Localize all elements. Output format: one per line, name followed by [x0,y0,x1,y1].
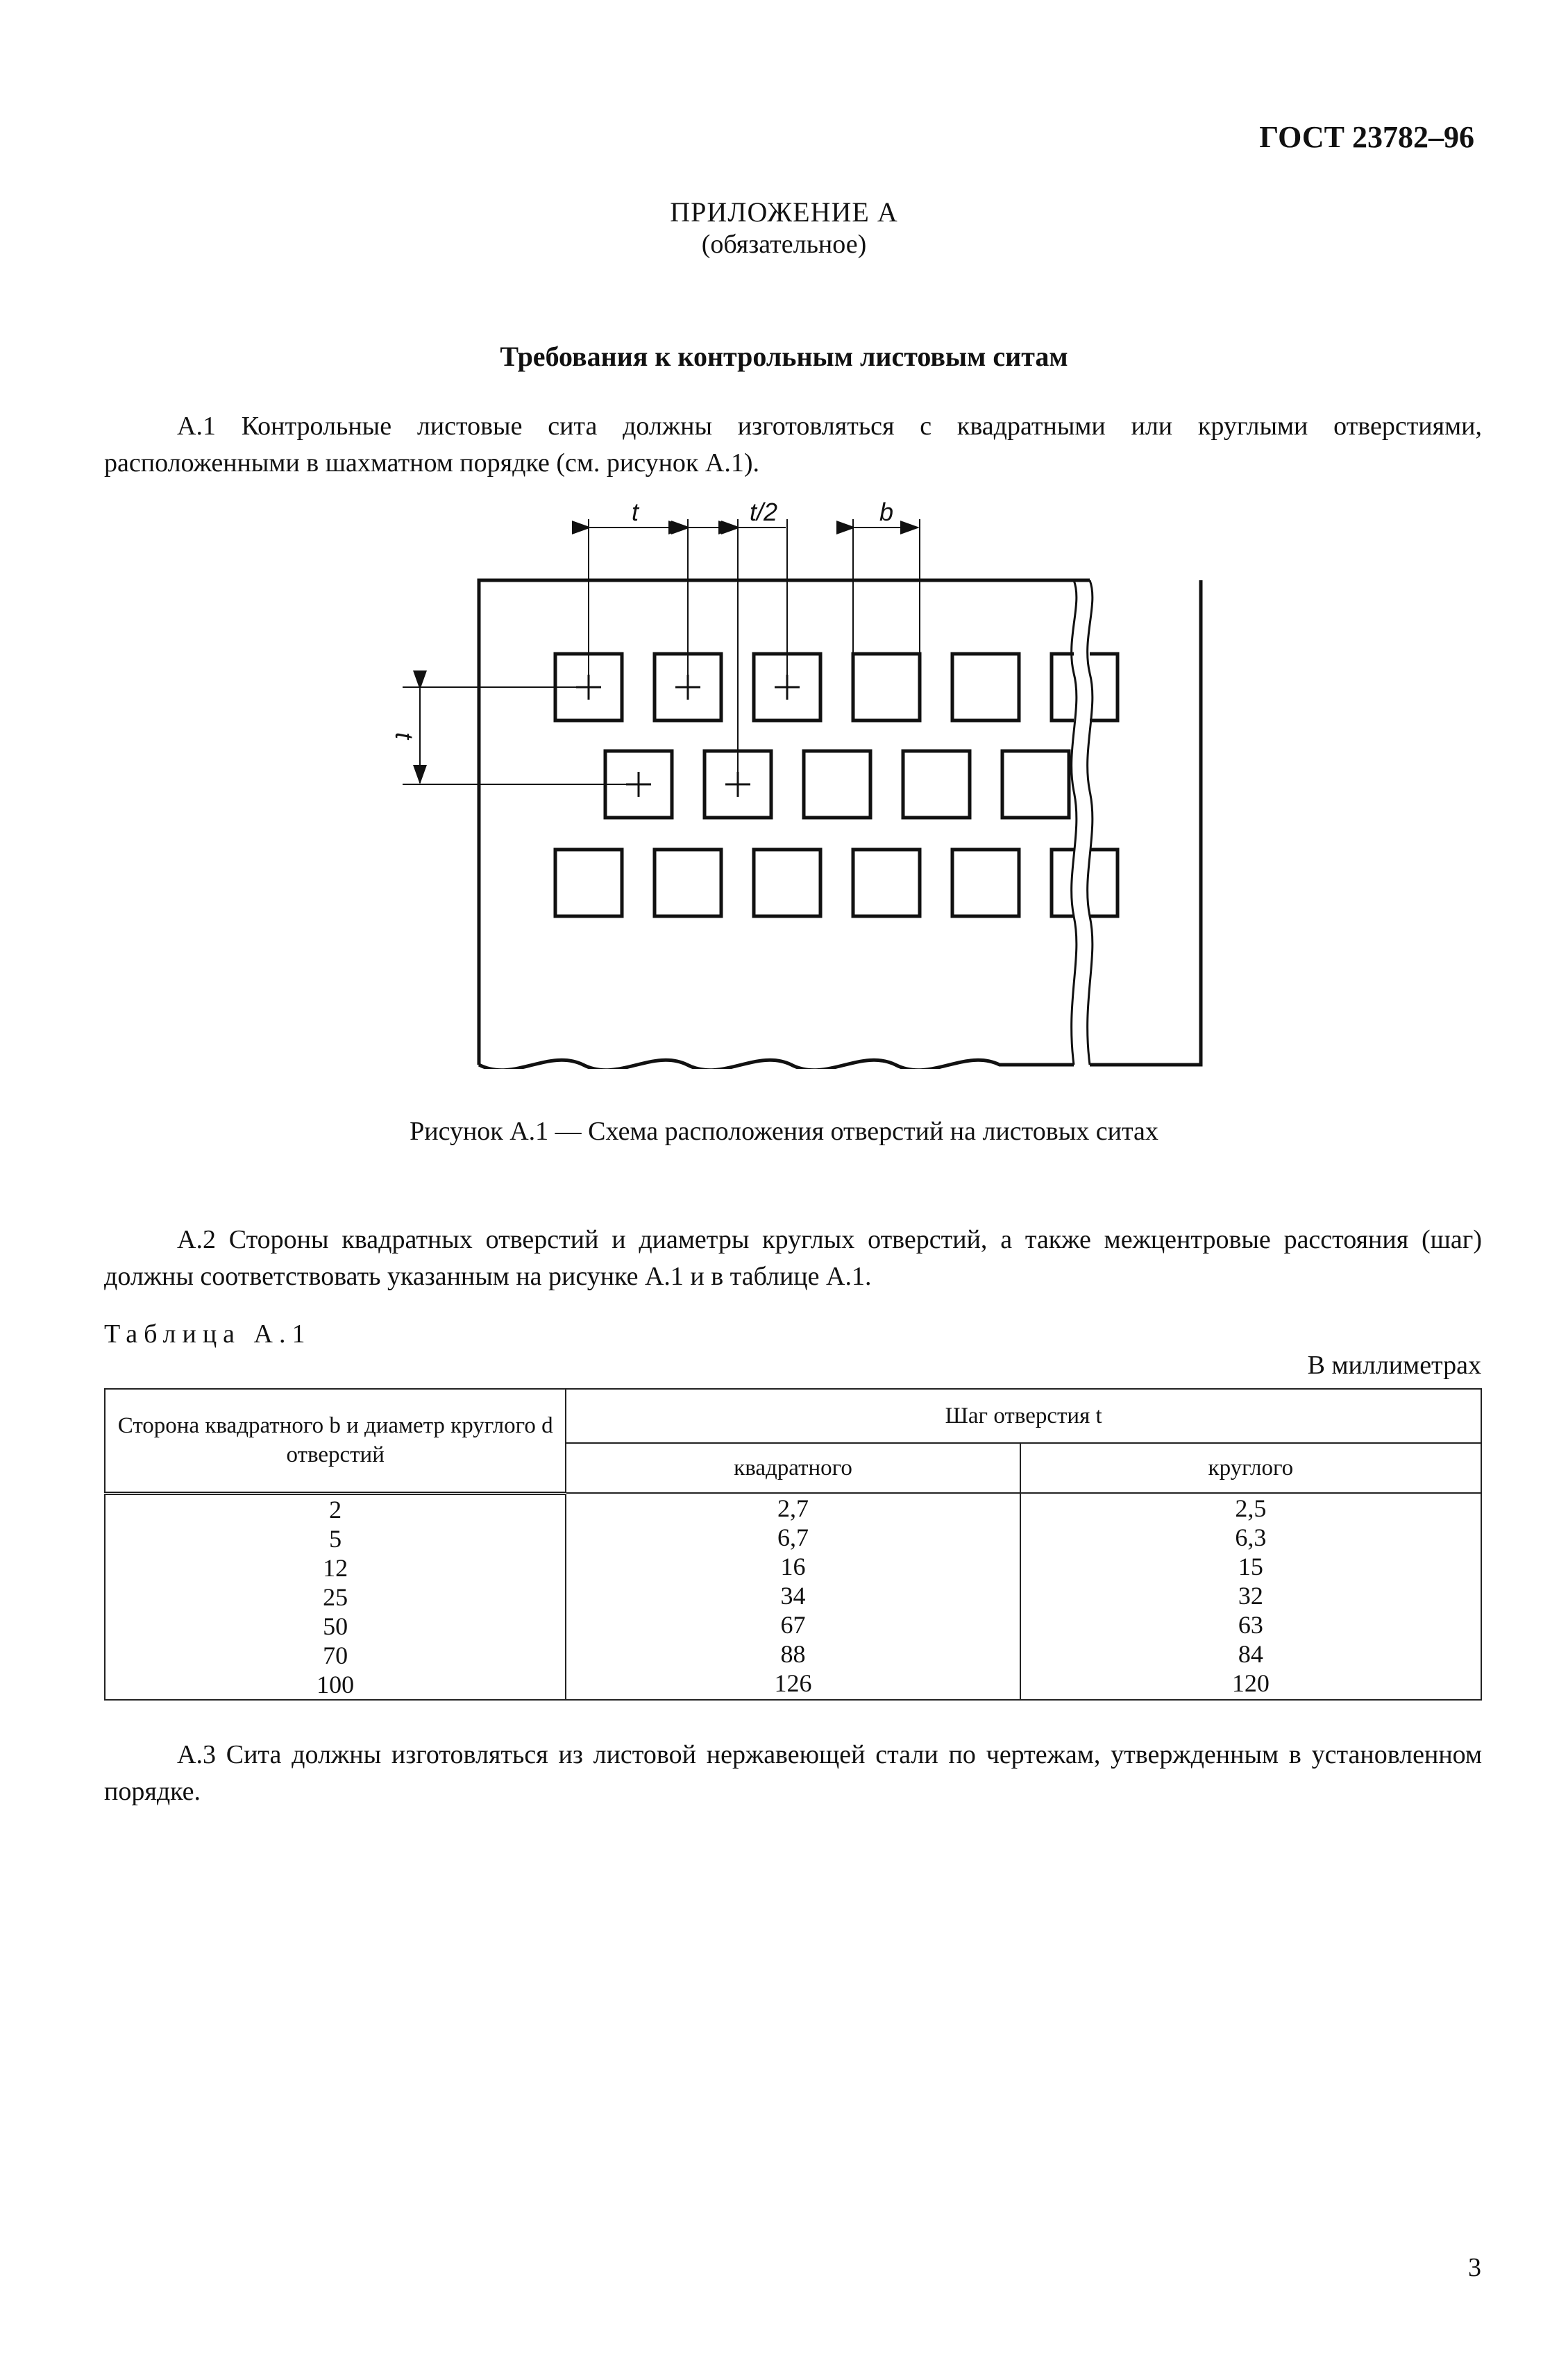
document-code: ГОСТ 23782–96 [1259,120,1474,154]
header-square: квадратного [566,1443,1020,1493]
hole-square [903,751,970,818]
hole-square-partial [1052,850,1074,916]
hole-square [853,850,920,916]
hole-square [853,654,920,720]
hole-square [754,850,820,916]
header-size [105,1389,566,1493]
table-label: Таблица А.1 [104,1319,312,1349]
hole-square-partial [1052,654,1074,720]
hole-square [555,850,622,916]
table-units: В миллиметрах [1307,1351,1481,1380]
appendix-subtitle: (обязательное) [701,230,867,259]
appendix-title: ПРИЛОЖЕНИЕ А [670,196,898,228]
plate-right-edge [1118,580,1201,1065]
label-b: b [879,500,894,526]
hole-square [655,850,721,916]
hole-square-partial [1090,850,1118,916]
hole-square [952,654,1019,720]
figure-sieve-hole-layout [361,500,1215,1069]
page-number: 3 [1468,2253,1481,2282]
label-t-half: t/2 [749,500,778,526]
column-round: 2,5 6,3 15 32 63 84 120 [1020,1493,1481,1700]
column-square: 2,7 6,7 16 34 67 88 126 [566,1493,1020,1700]
data-table [104,1388,1482,1701]
hole-square [804,751,870,818]
header-size-text: Сторона квадратного b и диаметр круглого d отверстий [117,1413,553,1468]
section-title: Требования к контрольным листовым ситам [500,341,1068,372]
label-t: t [631,500,639,526]
paragraph-a2: А.2 Стороны квадратных отверстий и диаметры круглых отверстий, а также межцентровые расстояния (шаг) должны соответствовать указанным на рисунке А.1 и в таблице А.1. [104,1225,1482,1291]
hole-square [952,850,1019,916]
paragraph-a1: А.1 Контрольные листовые сита должны изготовляться с квадратными или круглыми отверстиями, расположенными в шахматном порядке (см. рисунок А.1). [104,412,1482,478]
header-round: круглого [1020,1443,1481,1493]
table-row [105,1493,1481,1700]
label-t-vertical: t [390,732,419,740]
paragraph-a3: А.3 Сита должны изготовляться из листовой нержавеющей стали по чертежам, утвержденным в установленном порядке. [104,1740,1482,1806]
column-size: 2 5 12 25 50 70 100 [105,1493,566,1700]
hole-square [1002,751,1069,818]
plate-wavy-bottom [479,1060,1074,1069]
figure-caption: Рисунок А.1 — Схема расположения отверстий на листовых ситах [410,1117,1158,1146]
header-pitch: Шаг отверстия t [566,1389,1481,1443]
hole-square-partial [1090,654,1118,720]
